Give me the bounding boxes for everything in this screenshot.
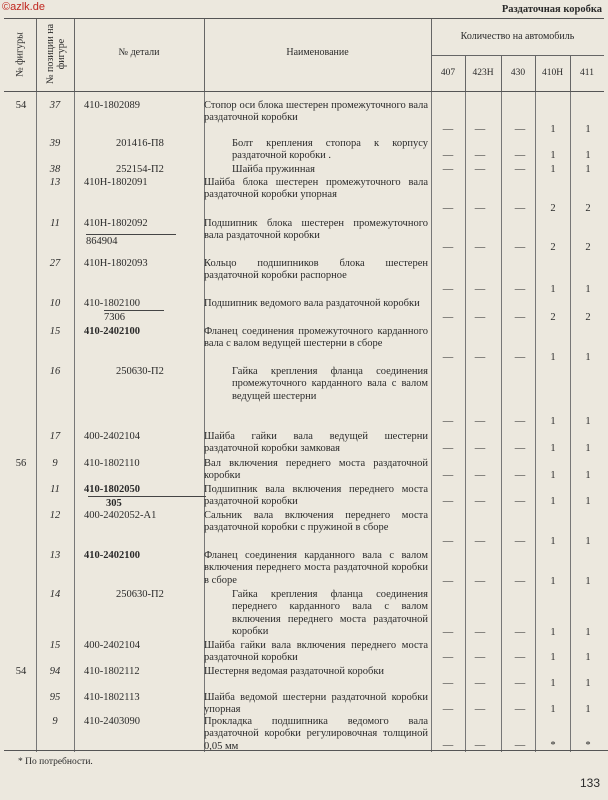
- pos-no: 15: [49, 326, 61, 337]
- qty-407: —: [442, 203, 454, 214]
- qty-407: —: [442, 627, 454, 638]
- qty-407: —: [442, 678, 454, 689]
- qty-423n: —: [474, 576, 486, 587]
- pos-no: 9: [52, 458, 58, 469]
- qty-411: 2: [585, 203, 591, 214]
- fig-no: 54: [15, 666, 27, 677]
- part-name: Шайба гайки вала ведущей шестерни раздаточной коробки замковая: [204, 431, 428, 455]
- footnote: * По потребности.: [4, 750, 608, 767]
- part-no: 410-2402100: [84, 550, 140, 561]
- part-name: Подшипник вала включения переднего моста раздаточной коробки: [204, 484, 428, 508]
- part-name: Шестерня ведомая раздаточной коробки: [204, 666, 385, 677]
- pos-no: 16: [49, 366, 61, 377]
- qty-410n: 2: [550, 312, 556, 323]
- part-no: 400-2402104: [84, 431, 140, 442]
- pos-no: 17: [49, 431, 61, 442]
- qty-430: —: [514, 124, 526, 135]
- qty-407: —: [442, 352, 454, 363]
- qty-410n: 1: [550, 150, 556, 161]
- part-name: Фланец соединения карданного вала с валом включения переднего моста раздаточной коробки в сборе: [204, 550, 428, 586]
- qty-410n: 1: [550, 678, 556, 689]
- qty-423n: —: [474, 704, 486, 715]
- part-no: 410Н-1802091: [84, 177, 148, 188]
- pos-no: 9: [52, 716, 58, 727]
- qty-430: —: [514, 284, 526, 295]
- qty-430: —: [514, 470, 526, 481]
- qty-407: —: [442, 576, 454, 587]
- part-name: Подшипник блока шестерен промежуточного вала раздаточной коробки: [204, 218, 428, 242]
- header-part-no: № детали: [118, 47, 160, 58]
- qty-411: 1: [585, 150, 591, 161]
- part-name: Гайка крепления фланца соединения промежуточного карданного вала с валом ведущей шестерни: [232, 366, 428, 402]
- qty-411: 1: [585, 704, 591, 715]
- qty-430: —: [514, 627, 526, 638]
- qty-410n: 1: [550, 470, 556, 481]
- qty-411: 1: [585, 470, 591, 481]
- qty-410n: 1: [550, 164, 556, 175]
- qty-430: —: [514, 576, 526, 587]
- qty-410n: 1: [550, 652, 556, 663]
- qty-411: 1: [585, 652, 591, 663]
- qty-430: —: [514, 496, 526, 507]
- part-no: 410-1802050: [84, 484, 140, 495]
- pos-no: 13: [49, 177, 61, 188]
- qty-423n: —: [474, 150, 486, 161]
- part-name: Шайба пружинная: [232, 164, 315, 175]
- qty-423n: —: [474, 443, 486, 454]
- qty-430: —: [514, 678, 526, 689]
- part-no: 410-1802112: [84, 666, 140, 677]
- pos-no: 38: [49, 164, 61, 175]
- part-no: 410-1802113: [84, 692, 140, 703]
- pos-no: 27: [49, 258, 61, 269]
- qty-411: 1: [585, 678, 591, 689]
- qty-430: —: [514, 536, 526, 547]
- part-name: Гайка крепления фланца соединения переднего карданного вала с валом включения переднего моста раздаточной коробки: [232, 589, 428, 638]
- part-no: 410-2402100: [84, 326, 140, 337]
- qty-423n: —: [474, 470, 486, 481]
- qty-407: —: [442, 124, 454, 135]
- qty-423n: —: [474, 740, 486, 751]
- part-alt-no: 305: [88, 496, 206, 509]
- qty-407: —: [442, 704, 454, 715]
- qty-410n: 1: [550, 443, 556, 454]
- qty-411: 1: [585, 416, 591, 427]
- part-name: Болт крепления стопора к корпусу раздаточной коробки .: [232, 138, 428, 162]
- qty-407: —: [442, 496, 454, 507]
- part-name: Шайба гайки вала включения переднего моста раздаточной коробки: [204, 640, 428, 664]
- part-no: 201416-П8: [116, 138, 164, 149]
- part-alt-no: 864904: [86, 234, 176, 247]
- qty-423n: —: [474, 496, 486, 507]
- qty-430: —: [514, 164, 526, 175]
- part-no: 410-1802110: [84, 458, 140, 469]
- qty-411: 1: [585, 352, 591, 363]
- header-qty: Количество на автомобиль: [431, 19, 604, 56]
- qty-407: —: [442, 312, 454, 323]
- qty-423n: —: [474, 203, 486, 214]
- qty-423n: —: [474, 242, 486, 253]
- header-model-407: 407: [440, 68, 456, 78]
- header-pos-no: № позиции на фигуре: [45, 23, 67, 85]
- qty-411: 1: [585, 164, 591, 175]
- qty-410n: *: [550, 740, 556, 751]
- qty-423n: —: [474, 652, 486, 663]
- qty-430: —: [514, 652, 526, 663]
- part-name: Вал включения переднего моста раздаточной коробки: [204, 458, 428, 482]
- part-alt-no: 7306: [104, 310, 164, 323]
- part-name: Сальник вала включения переднего моста раздаточной коробки с пружиной в сборе: [204, 510, 428, 534]
- section-title: Раздаточная коробка: [501, 4, 602, 15]
- part-no: 400-2402104: [84, 640, 140, 651]
- pos-no: 94: [49, 666, 61, 677]
- part-no: 410Н-1802093: [84, 258, 148, 269]
- qty-411: 1: [585, 284, 591, 295]
- pos-no: 95: [49, 692, 61, 703]
- qty-410n: 1: [550, 536, 556, 547]
- qty-407: —: [442, 470, 454, 481]
- qty-411: 1: [585, 496, 591, 507]
- header-model-430: 430: [510, 68, 526, 78]
- qty-423n: —: [474, 352, 486, 363]
- qty-410n: 1: [550, 284, 556, 295]
- qty-430: —: [514, 242, 526, 253]
- part-no: 400-2402052-А1: [84, 510, 157, 521]
- qty-411: *: [585, 740, 591, 751]
- pos-no: 37: [49, 100, 61, 111]
- qty-430: —: [514, 416, 526, 427]
- qty-430: —: [514, 203, 526, 214]
- part-name: Прокладка подшипника ведомого вала раздаточной коробки регулировочная толщиной 0,05 мм: [204, 716, 428, 752]
- pos-no: 15: [49, 640, 61, 651]
- qty-423n: —: [474, 164, 486, 175]
- qty-407: —: [442, 416, 454, 427]
- fig-no: 54: [15, 100, 27, 111]
- qty-410n: 1: [550, 352, 556, 363]
- qty-407: —: [442, 652, 454, 663]
- part-no: 250630-П2: [116, 366, 164, 377]
- part-no: 410-2403090: [84, 716, 140, 727]
- qty-423n: —: [474, 416, 486, 427]
- qty-430: —: [514, 704, 526, 715]
- header-name: Наименование: [286, 47, 349, 58]
- qty-430: —: [514, 443, 526, 454]
- qty-423n: —: [474, 124, 486, 135]
- qty-423n: —: [474, 284, 486, 295]
- part-name: Шайба блока шестерен промежуточного вала раздаточной коробки упорная: [204, 177, 428, 201]
- qty-423n: —: [474, 678, 486, 689]
- qty-410n: 2: [550, 242, 556, 253]
- table-body: [4, 92, 604, 752]
- qty-407: —: [442, 242, 454, 253]
- part-no: 410-1802100: [84, 298, 140, 309]
- qty-407: —: [442, 164, 454, 175]
- qty-410n: 1: [550, 416, 556, 427]
- qty-410n: 1: [550, 496, 556, 507]
- qty-411: 2: [585, 242, 591, 253]
- qty-410n: 2: [550, 203, 556, 214]
- pos-no: 11: [50, 484, 60, 495]
- header-model-411: 411: [580, 68, 594, 78]
- pos-no: 39: [49, 138, 61, 149]
- qty-410n: 1: [550, 576, 556, 587]
- qty-407: —: [442, 150, 454, 161]
- watermark: ©azlk.de: [2, 1, 45, 13]
- part-name: Фланец соединения промежуточного карданного вала с валом ведущей шестерни в сборе: [204, 326, 428, 350]
- qty-411: 2: [585, 312, 591, 323]
- qty-411: 1: [585, 536, 591, 547]
- qty-411: 1: [585, 443, 591, 454]
- header-model-423n: 423Н: [472, 68, 494, 78]
- parts-table: [4, 18, 604, 752]
- qty-423n: —: [474, 627, 486, 638]
- pos-no: 11: [50, 218, 60, 229]
- qty-410n: 1: [550, 627, 556, 638]
- page-number: 133: [579, 776, 600, 790]
- qty-423n: —: [474, 536, 486, 547]
- pos-no: 10: [49, 298, 61, 309]
- qty-411: 1: [585, 627, 591, 638]
- pos-no: 12: [49, 510, 61, 521]
- pos-no: 14: [49, 589, 61, 600]
- qty-430: —: [514, 352, 526, 363]
- qty-423n: —: [474, 312, 486, 323]
- part-no: 410Н-1802092: [84, 218, 148, 229]
- qty-430: —: [514, 740, 526, 751]
- part-name: Кольцо подшипников блока шестерен раздаточной коробки распорное: [204, 258, 428, 282]
- part-no: 410-1802089: [84, 100, 140, 111]
- part-name: Шайба ведомой шестерни раздаточной коробки упорная: [204, 692, 428, 716]
- header-model-410n: 410Н: [541, 68, 564, 78]
- qty-407: —: [442, 284, 454, 295]
- qty-411: 1: [585, 576, 591, 587]
- fig-no: 56: [15, 458, 27, 469]
- qty-430: —: [514, 312, 526, 323]
- qty-410n: 1: [550, 704, 556, 715]
- qty-407: —: [442, 443, 454, 454]
- pos-no: 13: [49, 550, 61, 561]
- qty-410n: 1: [550, 124, 556, 135]
- table-header: [4, 18, 604, 92]
- qty-407: —: [442, 536, 454, 547]
- qty-411: 1: [585, 124, 591, 135]
- part-name: Подшипник ведомого вала раздаточной коробки: [204, 298, 420, 309]
- qty-407: —: [442, 740, 454, 751]
- part-name: Стопор оси блока шестерен промежуточного вала раздаточной коробки: [204, 100, 428, 124]
- part-no: 250630-П2: [116, 589, 164, 600]
- part-no: 252154-П2: [116, 164, 164, 175]
- qty-430: —: [514, 150, 526, 161]
- header-fig-no: № фигуры: [14, 32, 26, 77]
